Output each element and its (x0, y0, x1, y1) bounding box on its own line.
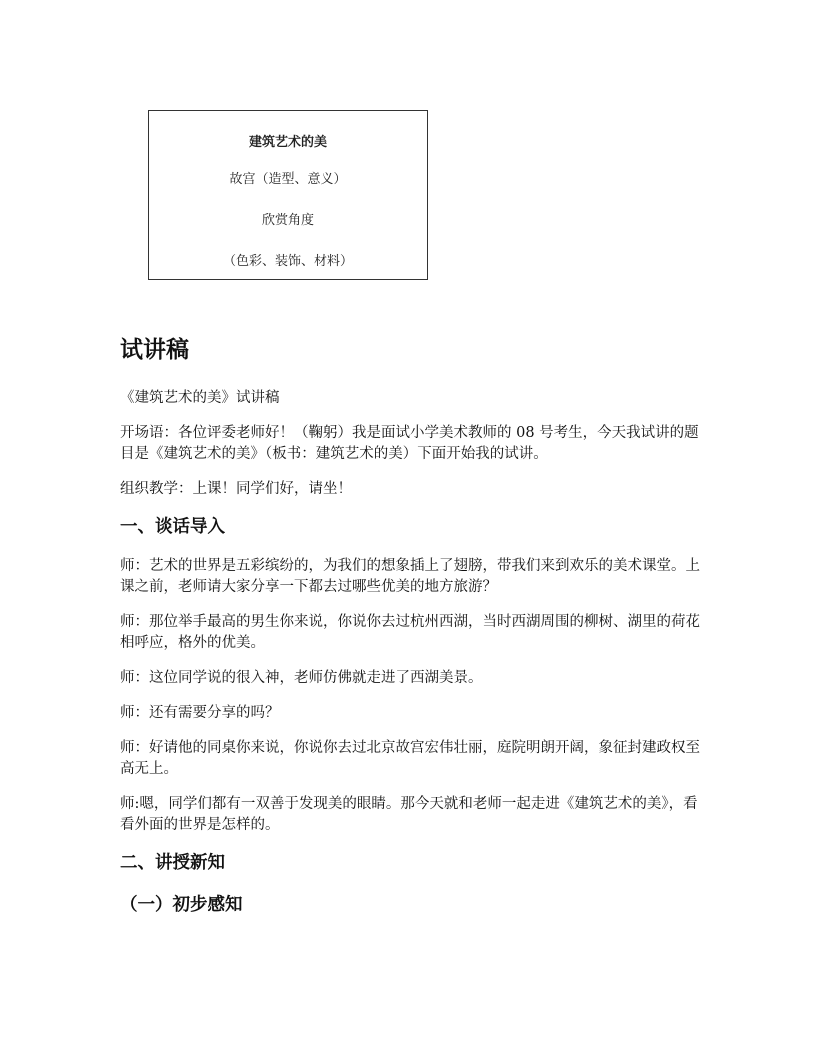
subsection-heading: （一）初步感知 (120, 895, 243, 915)
board-line-aspects: （色彩、装饰、材料） (222, 254, 353, 269)
board-line-palace: 故宫（造型、意义） (229, 172, 347, 187)
section-heading-new-knowledge: 二、讲授新知 (120, 853, 225, 873)
document-body (120, 334, 700, 918)
paragraph: 师：还有需要分享的吗？ (120, 705, 280, 721)
blackboard-outline-box (148, 110, 428, 280)
opening-paragraph: 开场语：各位评委老师好！（鞠躬）我是面试小学美术教师的 08 号考生，今天我试讲的题目是《建筑艺术的美》（板书：建筑艺术的美）下面开始我的试讲。 (120, 425, 699, 462)
paragraph: 师：这位同学说的很入神，老师仿佛就走进了西湖美景。 (120, 670, 483, 686)
doc-subtitle: 《建筑艺术的美》试讲稿 (120, 390, 280, 406)
paragraph: 师：那位举手最高的男生你来说，你说你去过杭州西湖，当时西湖周围的柳树、湖里的荷花相呼应，格外的优美。 (120, 614, 700, 651)
paragraph: 师：好请他的同桌你来说，你说你去过北京故宫宏伟壮丽，庭院明朗开阔，象征封建政权至高无上。 (120, 740, 700, 777)
section-heading-intro: 一、谈话导入 (120, 517, 225, 537)
paragraph: 师:嗯，同学们都有一双善于发现美的眼睛。那今天就和老师一起走进《建筑艺术的美》，看看外面的世界是怎样的。 (120, 796, 698, 833)
page-title: 试讲稿 (120, 337, 189, 363)
organize-paragraph: 组织教学：上课！同学们好，请坐！ (120, 481, 352, 497)
board-line-angle: 欣赏角度 (261, 213, 314, 228)
paragraph: 师：艺术的世界是五彩缤纷的，为我们的想象插上了翅膀，带我们来到欢乐的美术课堂。上课之前，老师请大家分享一下都去过哪些优美的地方旅游？ (120, 558, 700, 595)
board-title: 建筑艺术的美 (248, 135, 327, 150)
